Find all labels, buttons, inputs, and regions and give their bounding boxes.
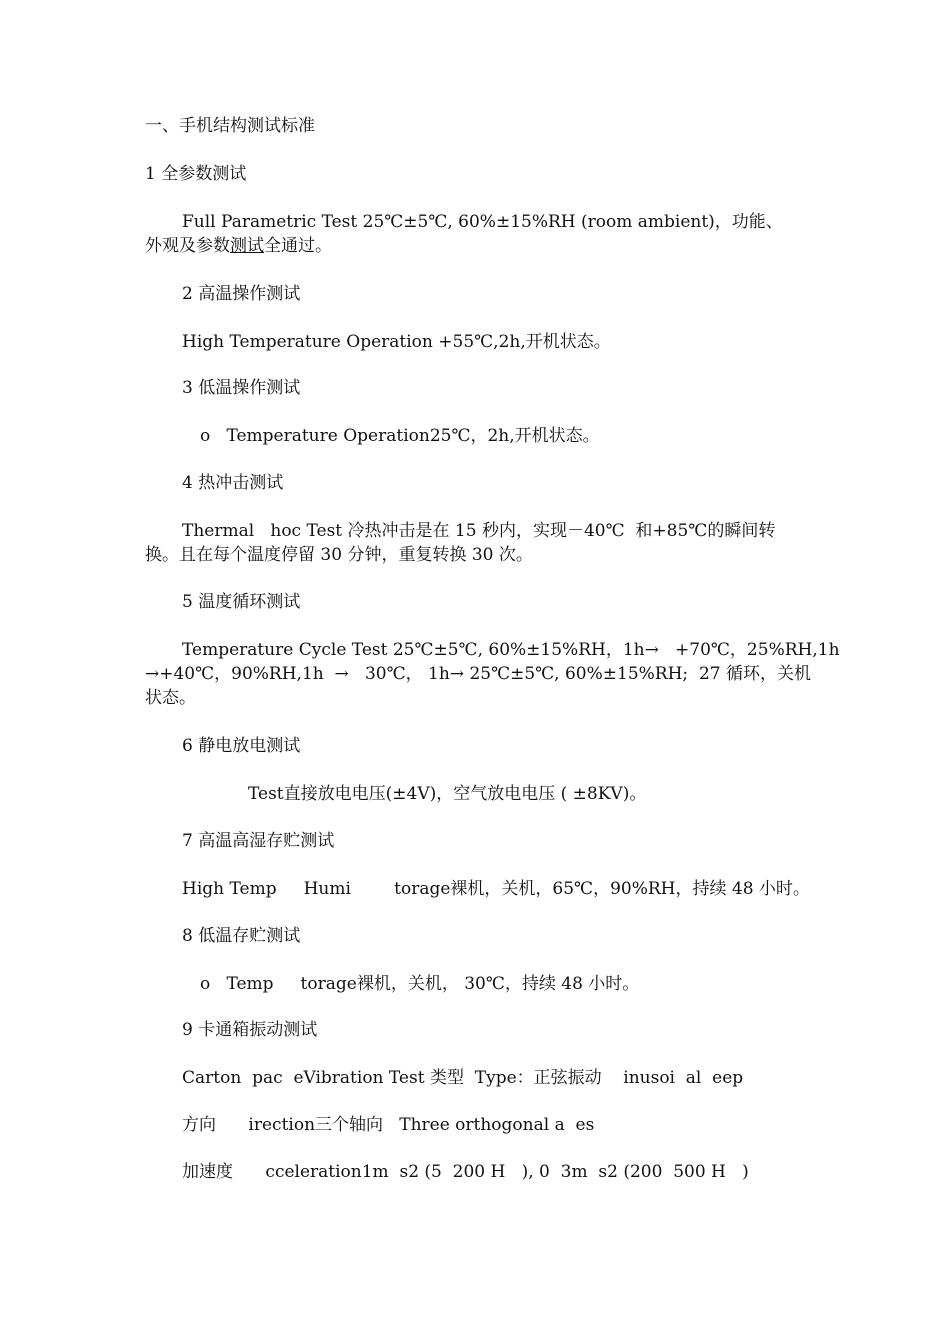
section-3-paragraph: o Temperature Operation25℃，2h,开机状态。 <box>200 426 600 446</box>
section-2-paragraph: High Temperature Operation +55℃,2h,开机状态。 <box>182 332 611 352</box>
section-8-paragraph: o Temp torage裸机，关机， 30℃，持续 48 小时。 <box>200 974 640 994</box>
section-1-paragraph-line-1: Full Parametric Test 25℃±5℃, 60%±15%RH (room ambient)，功能、 <box>182 212 783 232</box>
section-4-paragraph-line-1: Thermal hoc Test 冷热冲击是在 15 秒内，实现－40℃ 和+85℃的瞬间转 <box>182 521 776 541</box>
section-9-heading: 9 卡通箱振动测试 <box>182 1020 318 1040</box>
section-6-paragraph: Test直接放电电压(±4V)，空气放电电压 ( ±8KV)。 <box>248 784 647 804</box>
section-4-heading: 4 热冲击测试 <box>182 473 284 493</box>
section-1-heading: 1 全参数测试 <box>145 164 247 184</box>
section-2-heading: 2 高温操作测试 <box>182 284 301 304</box>
section-5-paragraph-line-3: 状态。 <box>145 688 196 708</box>
section-9-paragraph-line-1: Carton pac eVibration Test 类型 Type：正弦振动 inusoi al eep <box>182 1068 744 1088</box>
section-4-paragraph-line-2: 换。且在每个温度停留 30 分钟，重复转换 30 次。 <box>145 545 533 565</box>
section-3-heading: 3 低温操作测试 <box>182 378 301 398</box>
section-9-paragraph-line-2: 方向 irection三个轴向 Three orthogonal a es <box>182 1115 595 1135</box>
document-title: 一、手机结构测试标准 <box>145 116 315 136</box>
section-7-heading: 7 高温高湿存贮测试 <box>182 831 335 851</box>
section-6-heading: 6 静电放电测试 <box>182 736 301 756</box>
section-5-paragraph-line-2: →+40℃，90%RH,1h → 30℃， 1h→ 25℃±5℃, 60%±15%RH; 27 循环，关机 <box>145 664 811 684</box>
section-8-heading: 8 低温存贮测试 <box>182 926 301 946</box>
section-5-heading: 5 温度循环测试 <box>182 592 301 612</box>
section-7-paragraph: High Temp Humi torage裸机，关机，65℃，90%RH，持续 48 小时。 <box>182 879 810 899</box>
section-5-paragraph-line-1: Temperature Cycle Test 25℃±5℃, 60%±15%RH，1h→ +70℃，25%RH,1h <box>182 640 840 660</box>
section-1-underlined-text: 测试 <box>230 236 264 256</box>
section-1-paragraph-line-2 <box>145 235 332 257</box>
section-1-text-a: 外观及参数 <box>145 236 230 256</box>
section-1-text-c: 全通过。 <box>264 236 332 256</box>
section-9-paragraph-line-3: 加速度 cceleration1m s2 (5 200 H ), 0 3m s2 (200 500 H ) <box>182 1162 749 1182</box>
